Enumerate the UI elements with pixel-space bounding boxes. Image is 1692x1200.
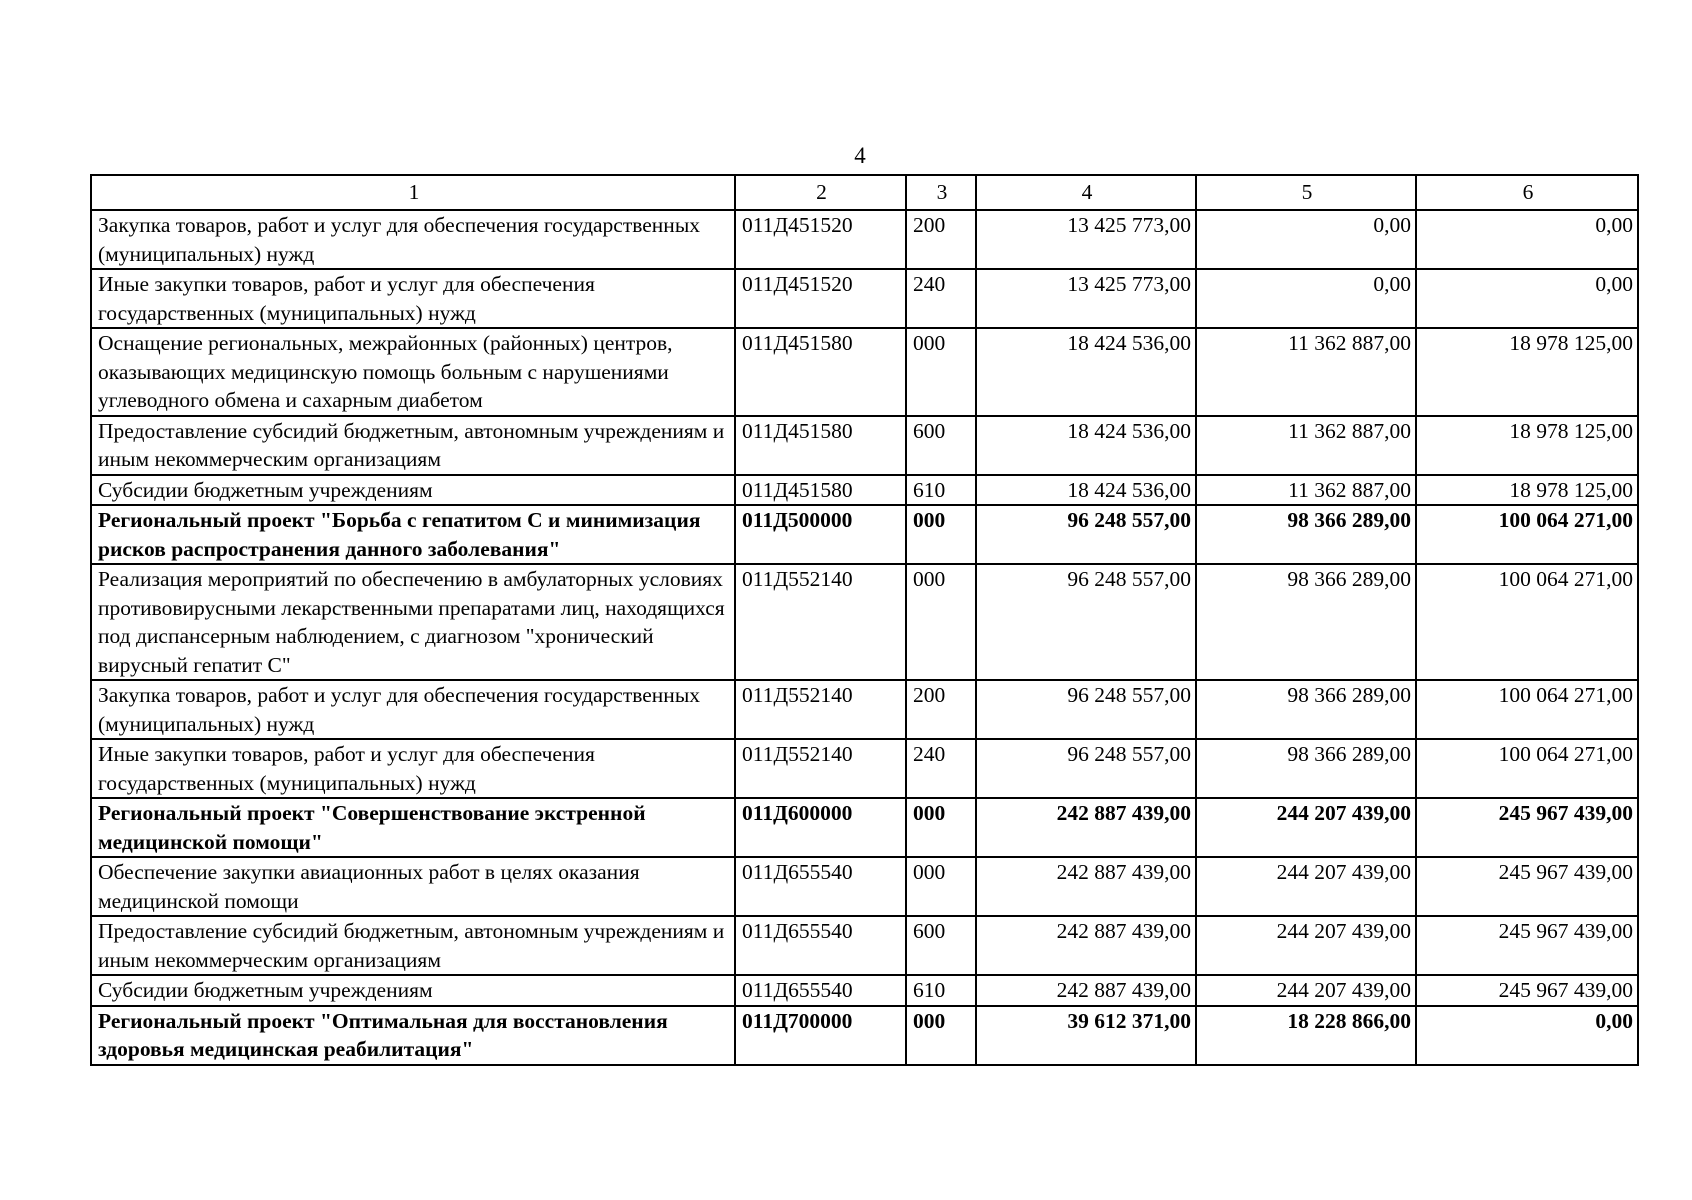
row-value-col5: 18 228 866,00: [1196, 1006, 1416, 1065]
header-col-4: 4: [976, 175, 1196, 210]
row-value-col4: 18 424 536,00: [976, 328, 1196, 416]
table-row: [91, 680, 1638, 739]
table-row: [91, 210, 1638, 269]
row-name-cell: Региональный проект "Борьба с гепатитом С и минимизация рисков распространения данного заболевания": [91, 505, 735, 564]
row-code-cell: 011Д451520: [735, 210, 906, 269]
row-name-cell: Предоставление субсидий бюджетным, автономным учреждениям и иным некоммерческим организациям: [91, 916, 735, 975]
row-kvr-cell: 240: [906, 739, 976, 798]
row-kvr-cell: 000: [906, 857, 976, 916]
row-name-cell: Субсидии бюджетным учреждениям: [91, 475, 735, 506]
table-row-project: [91, 798, 1638, 857]
row-value-col5: 11 362 887,00: [1196, 475, 1416, 506]
row-value-col5: 11 362 887,00: [1196, 416, 1416, 475]
row-value-col4: 242 887 439,00: [976, 798, 1196, 857]
row-kvr-cell: 000: [906, 328, 976, 416]
row-value-col6: 245 967 439,00: [1416, 857, 1638, 916]
row-value-col4: 13 425 773,00: [976, 269, 1196, 328]
table-header-row: [91, 175, 1638, 210]
row-value-col5: 98 366 289,00: [1196, 564, 1416, 680]
row-value-col5: 244 207 439,00: [1196, 798, 1416, 857]
row-value-col6: 245 967 439,00: [1416, 798, 1638, 857]
row-kvr-cell: 000: [906, 798, 976, 857]
row-value-col6: 100 064 271,00: [1416, 505, 1638, 564]
row-code-cell: 011Д655540: [735, 916, 906, 975]
row-value-col6: 18 978 125,00: [1416, 416, 1638, 475]
row-code-cell: 011Д552140: [735, 564, 906, 680]
table-row: [91, 269, 1638, 328]
header-col-2: 2: [735, 175, 906, 210]
row-value-col6: 0,00: [1416, 210, 1638, 269]
row-kvr-cell: 000: [906, 1006, 976, 1065]
row-value-col6: 100 064 271,00: [1416, 564, 1638, 680]
row-value-col5: 98 366 289,00: [1196, 505, 1416, 564]
table-row: [91, 564, 1638, 680]
row-value-col4: 96 248 557,00: [976, 564, 1196, 680]
row-value-col5: 0,00: [1196, 210, 1416, 269]
row-kvr-cell: 200: [906, 210, 976, 269]
row-code-cell: 011Д700000: [735, 1006, 906, 1065]
page-number: 4: [854, 143, 866, 168]
row-value-col6: 100 064 271,00: [1416, 680, 1638, 739]
row-name-cell: Закупка товаров, работ и услуг для обеспечения государственных (муниципальных) нужд: [91, 680, 735, 739]
row-value-col4: 96 248 557,00: [976, 739, 1196, 798]
row-value-col4: 242 887 439,00: [976, 975, 1196, 1006]
row-value-col6: 0,00: [1416, 269, 1638, 328]
header-col-1: 1: [91, 175, 735, 210]
row-kvr-cell: 240: [906, 269, 976, 328]
header-col-6: 6: [1416, 175, 1638, 210]
row-name-cell: Оснащение региональных, межрайонных (районных) центров, оказывающих медицинскую помощь больным с нарушениями углеводного обмена и сахарным диабетом: [91, 328, 735, 416]
row-code-cell: 011Д500000: [735, 505, 906, 564]
row-kvr-cell: 610: [906, 475, 976, 506]
row-name-cell: Иные закупки товаров, работ и услуг для обеспечения государственных (муниципальных) нужд: [91, 269, 735, 328]
row-value-col4: 96 248 557,00: [976, 680, 1196, 739]
row-kvr-cell: 200: [906, 680, 976, 739]
table-row: [91, 916, 1638, 975]
row-value-col6: 100 064 271,00: [1416, 739, 1638, 798]
table-row: [91, 739, 1638, 798]
row-name-cell: Обеспечение закупки авиационных работ в целях оказания медицинской помощи: [91, 857, 735, 916]
table-row: [91, 975, 1638, 1006]
table-row: [91, 857, 1638, 916]
row-value-col4: 18 424 536,00: [976, 475, 1196, 506]
header-col-5: 5: [1196, 175, 1416, 210]
row-value-col4: 13 425 773,00: [976, 210, 1196, 269]
row-name-cell: Реализация мероприятий по обеспечению в амбулаторных условиях противовирусными лекарственными препаратами лиц, находящихся под диспансерным наблюдением, с диагнозом "хронический вирусный гепатит С": [91, 564, 735, 680]
row-value-col6: 18 978 125,00: [1416, 328, 1638, 416]
row-value-col5: 244 207 439,00: [1196, 916, 1416, 975]
row-value-col4: 96 248 557,00: [976, 505, 1196, 564]
row-code-cell: 011Д552140: [735, 680, 906, 739]
row-kvr-cell: 000: [906, 505, 976, 564]
row-code-cell: 011Д600000: [735, 798, 906, 857]
row-value-col4: 242 887 439,00: [976, 916, 1196, 975]
row-value-col4: 18 424 536,00: [976, 416, 1196, 475]
row-value-col4: 39 612 371,00: [976, 1006, 1196, 1065]
row-code-cell: 011Д451580: [735, 328, 906, 416]
row-kvr-cell: 600: [906, 916, 976, 975]
row-kvr-cell: 000: [906, 564, 976, 680]
row-code-cell: 011Д552140: [735, 739, 906, 798]
row-name-cell: Иные закупки товаров, работ и услуг для обеспечения государственных (муниципальных) нужд: [91, 739, 735, 798]
row-value-col5: 0,00: [1196, 269, 1416, 328]
row-name-cell: Предоставление субсидий бюджетным, автономным учреждениям и иным некоммерческим организациям: [91, 416, 735, 475]
header-col-3: 3: [906, 175, 976, 210]
budget-table: [90, 174, 1639, 1066]
row-value-col6: 0,00: [1416, 1006, 1638, 1065]
table-row: [91, 328, 1638, 416]
row-value-col5: 98 366 289,00: [1196, 680, 1416, 739]
table-row: [91, 416, 1638, 475]
row-value-col5: 244 207 439,00: [1196, 975, 1416, 1006]
row-name-cell: Региональный проект "Совершенствование экстренной медицинской помощи": [91, 798, 735, 857]
row-code-cell: 011Д655540: [735, 975, 906, 1006]
table-row-project: [91, 1006, 1638, 1065]
row-name-cell: Региональный проект "Оптимальная для восстановления здоровья медицинская реабилитация": [91, 1006, 735, 1065]
row-name-cell: Закупка товаров, работ и услуг для обеспечения государственных (муниципальных) нужд: [91, 210, 735, 269]
row-value-col5: 11 362 887,00: [1196, 328, 1416, 416]
row-name-cell: Субсидии бюджетным учреждениям: [91, 975, 735, 1006]
row-value-col6: 245 967 439,00: [1416, 916, 1638, 975]
row-value-col6: 245 967 439,00: [1416, 975, 1638, 1006]
row-value-col5: 244 207 439,00: [1196, 857, 1416, 916]
row-code-cell: 011Д655540: [735, 857, 906, 916]
row-value-col6: 18 978 125,00: [1416, 475, 1638, 506]
table-row: [91, 475, 1638, 506]
row-value-col5: 98 366 289,00: [1196, 739, 1416, 798]
row-value-col4: 242 887 439,00: [976, 857, 1196, 916]
row-code-cell: 011Д451580: [735, 475, 906, 506]
row-code-cell: 011Д451580: [735, 416, 906, 475]
row-code-cell: 011Д451520: [735, 269, 906, 328]
row-kvr-cell: 600: [906, 416, 976, 475]
table-row-project: [91, 505, 1638, 564]
row-kvr-cell: 610: [906, 975, 976, 1006]
